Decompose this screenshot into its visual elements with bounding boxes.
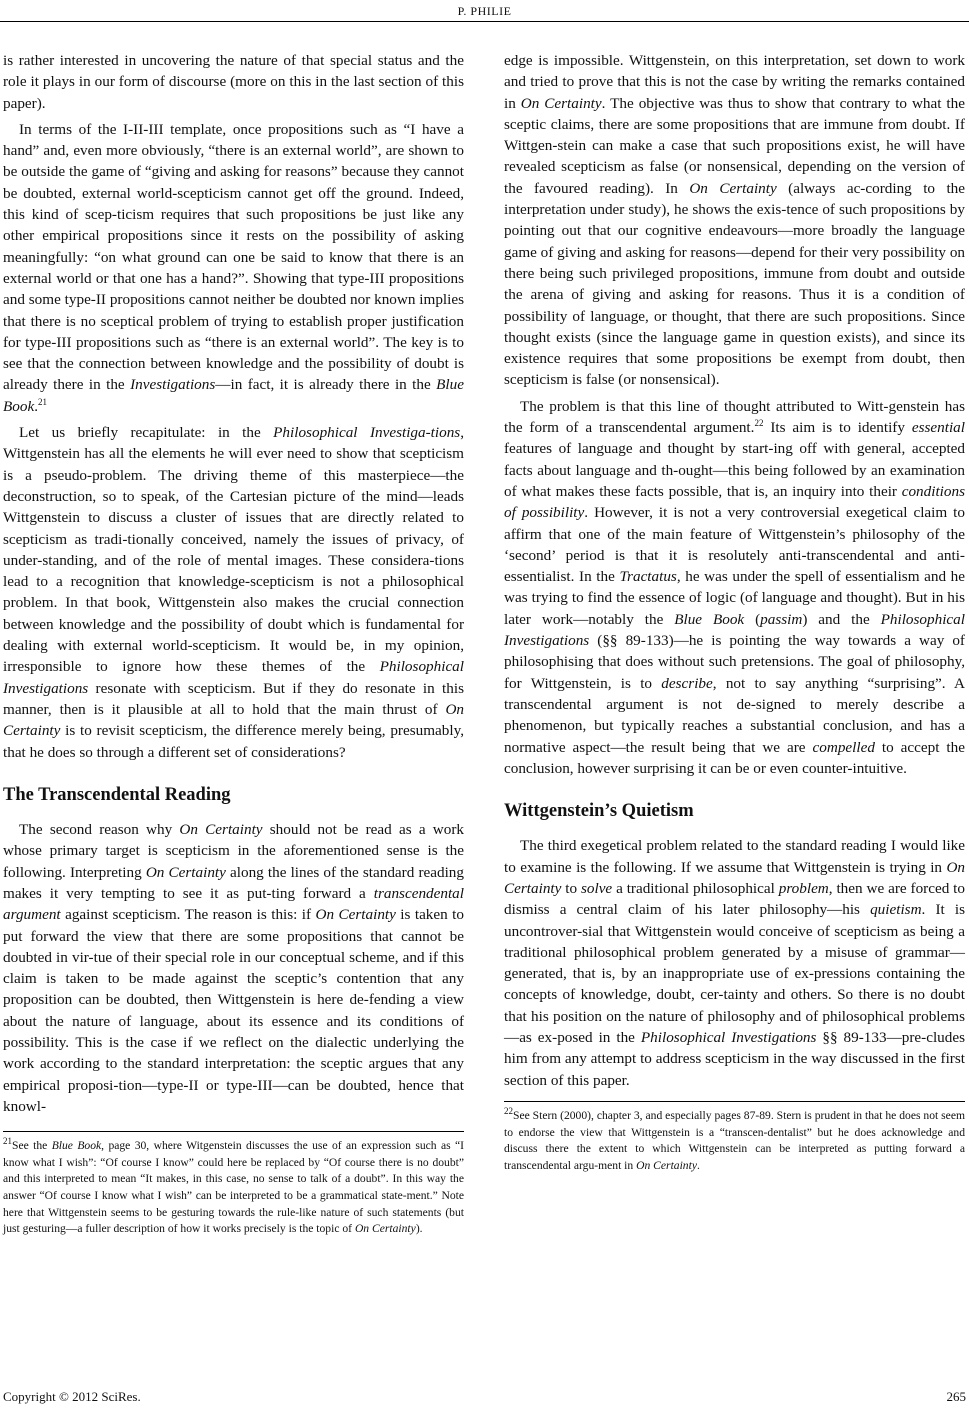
paragraph: is rather interested in uncovering the nature of that special status and the role it plays in our form of discourse (more on this in the last section of this paper). — [3, 52, 464, 112]
copyright: Copyright © 2012 SciRes. — [3, 1389, 141, 1404]
footnote-rule — [3, 1131, 464, 1132]
paragraph: edge is impossible. Wittgenstein, on this interpretation, set down to work and tried to prove that this is not the case by writing the remarks contained in On Certainty. The objective was thus to show that contrary to what the sceptic claims, there are some propositions that are immune from doubt. If Wittgen-stein can make a case that such propositions exist, he will have revealed scepticism as false (or nonsensical, depending on the version of the favoured reading). In On Certainty (always ac-cording to the interpretation under study), he shows the exis-tence of such propositions by pointing out that our cognitive endeavours—more broadly the language game of giving and asking for reasons—depend for their very possibility on there being such privileged propositions, immune from doubt and outside the arena of giving and asking for reasons. Thus it is a condition of possibility of language, or thought, that there are such propositions. Since thought exists (since the language game in question exists), and since its existence requires that some propositions be exempt from doubt, then scepticism is false (or nonsensical). — [504, 52, 966, 389]
paragraph: Let us briefly recapitulate: in the Philosophical Investiga-tions, Wittgenstein has all the elements he will ever need to show that scepticism is a pseudo-problem. The driving theme of this masterpiece—the deconstruction, so to speak, of the Cartesian picture of the mind—leads Wittgenstein to discuss a cluster of issues that are directly related to scepticism as tradi-tionally conceived, namely the issues of privacy, of under-standing, and of the role of mental images. These considera-tions lead to a recognition that knowledge-scepticism is not a philosophical problem. In that book, Wittgenstein also makes the crucial connection between knowledge and the possibility of doubt which is fundamental for dealing with external world-scepticism. It would be, in my opinion, irresponsible to ignore how these themes of the Philosophical Investigations resonate with scepticism. But if they do resonate in this manner, then is it plausible at all to hold that the main thrust of On Certainty is to revisit scepticism, the difference merely being, presumably, that he does so through a different set of considerations? — [3, 424, 465, 761]
running-head: P. PHILIE — [457, 4, 512, 18]
header-rule — [0, 21, 969, 22]
section-heading: The Transcendental Reading — [3, 784, 231, 805]
section-heading: Wittgenstein’s Quietism — [504, 801, 694, 822]
paragraph: The second reason why On Certainty should not be read as a work whose primary target is scepticism in the aforementioned sense is the following. Interpreting On Certainty along the lines of the standard reading makes it very tempting to see it as put-ting forward a transcendental argument against scepticism. The reason is this: if On Certainty is taken to put forward the view that there are some propositions that cannot be doubted in vir-tue of their special role in our conceptual scheme, and if this claim is taken to be made against the sceptic’s contention that any proposition can be doubted, then Wittgenstein is here de-fending a view about the nature of language, about its essence and its conditions of possibility. This is the case if we reflect on the dialectic underlying the work according to the standard interpretation: the sceptic argues that any empirical proposi-tion—type-II or type-III—can be doubted, hence that knowl- — [3, 821, 464, 1115]
paragraph: The third exegetical problem related to the standard reading I would like to examine is the following. If we assume that Wittgenstein is trying in On Certainty to solve a traditional philosophical problem, then we are forced to dismiss a central claim of his later philosophy—his quietism. It is uncontrover-sial that Wittgenstein would conceive of scepticism as being a traditional philosophical problem generated by a misuse of grammar—generated, that is, by an inappropriate use of ex-pressions containing the concepts of knowledge, doubt, cer-tainty and others. So there is no doubt that his position on the nature of philosophy and of philosophical problems—as ex-posed in the Philosophical Investigations §§ 89-133—pre-cludes him from any attempt to address scepticism in the way discussed in the first section of this paper. — [504, 837, 966, 1089]
footnote-22: $^{22}$See Stern (2000), chapter 3, and especially pages 87-89. Stern is prudent in that he does not seem to endorse the view that Wittgenstein is a “transcen-dentalist” but he does acknowledge and discuss there the extent to which Wittgenstein can be interpreted as putting forward a transcendental argu-ment in On Certainty. — [504, 1106, 965, 1172]
paragraph: In terms of the I-II-III template, once propositions such as “I have a hand” and, even more obviously, “there is an external world”, are shown to be outside the game of “giving and asking for reasons” because they cannot be doubted, external world-scepticism cannot get off the ground. Indeed, this kind of scep-ticism requires that such propositions be just like any other empirical propositions since it rests on the possibility of asking meaningfully: “on what ground can one be said to know that there is an external world or that one has a hand?”. Showing that type-III propositions and some type-II propositions cannot neither be doubted nor known implies that there is no sceptical problem of trying to establish proper justification for type-III propositions such as “there is an external world”. The key is to see that the connection between knowledge and the possibility of doubt is already there in the Investigations—in fact, it is already there in the Blue Book.$^{21}$ — [3, 120, 464, 415]
right-column — [504, 50, 965, 1179]
footnote-ref[interactable]: 22 — [754, 417, 764, 428]
footnote-21: $^{21}$See the Blue Book, page 30, where Witgenstein discusses the use of an expression such as “I know what I wish”: “Of course I know” could here be replaced by “Of course there is no doubt” and this interpreted to mean “It makes, in this case, no sense to talk of a doubt”. In this way the answer “Of course I know what I wish” can be interpreted to be a grammatical state-ment.” Note here that Wittgenstein seems to be gesturing towards the rule-like nature of such statements (but just gesturing—a fuller description of how it works precisely is the topic of On Certainty). — [3, 1136, 465, 1236]
left-column — [3, 50, 464, 1243]
footnote-rule — [504, 1101, 965, 1102]
page-number: 265 — [946, 1389, 966, 1404]
paragraph: The problem is that this line of thought attributed to Witt-genstein has the form of a transcendental argument.$^{22}$ Its aim is to identify essential features of language and thought by start-ing off with general, accepted facts about language and th-ought—this being followed by an examination of what makes these facts possible, that is, an inquiry into their conditions of possibility. However, it is not a very controversial exegetical claim to affirm that one of the main feature of Wittgenstein’s philosophy of the ‘second’ period is that it is resolutely anti-transcendental and anti-essentialist. In the Tractatus, he was under the spell of essentialism and he was trying to find the essence of logic (of language and thought). But in his later work—notably the Blue Book (passim) and the Philosophical Investigations (§§ 89-133)—he is pointing the way towards a way of philosophising that does without such pretensions. The goal of philosophy, for Wittgenstein, is to describe, not to say anything “surprising”. A transcendental argument is not de-signed to merely describe a phenomenon, but typically reaches a substantial conclusion, and has a normative aspect—the result being that we are compelled to accept the conclusion, however surprising it can be or even counter-intuitive. — [504, 397, 965, 777]
footnote-ref[interactable]: 21 — [38, 396, 48, 407]
